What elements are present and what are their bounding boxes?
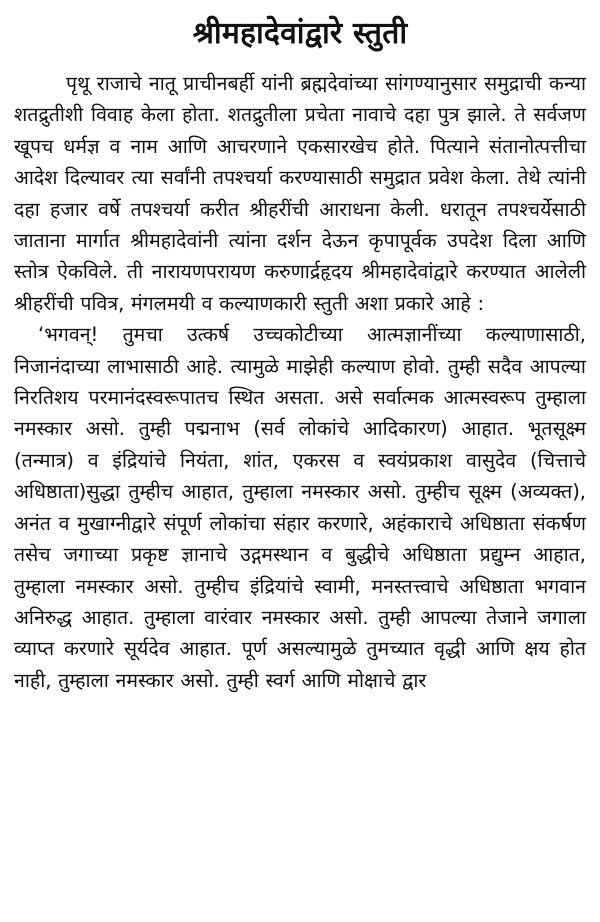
stuti-paragraph: ‘भगवन्! तुमचा उत्कर्ष उच्चकोटीच्या आत्मज्ञानींच्या कल्याणासाठी, निजानंदाच्या लाभासाठी आहे. त्यामुळे माझेही कल्याण होवो. तुम्ही सदैव आपल्या निरतिशय परमानंदस्वरूपातच स्थित असता. असे सर्वात्मक आत्मस्वरूप तुम्हाला नमस्कार असो. तुम्ही पद्मनाभ (सर्व लोकांचे आदिकारण) आहात. भूतसूक्ष्म (तन्मात्र) व इंद्रियांचे नियंता, शांत, एकरस व स्वयंप्रकाश वासुदेव (चित्ताचे अधिष्ठाता)सुद्धा तुम्हीच आहात, तुम्हाला नमस्कार असो. तुम्हीच सूक्ष्म (अव्यक्त), अनंत व मुखाग्नीद्वारे संपूर्ण लोकांचा संहार करणारे, अहंकाराचे अधिष्ठाता संकर्षण तसेच जगाच्या प्रकृष्ट ज्ञानाचे उद्गमस्थान व बुद्धीचे अधिष्ठाता प्रद्युम्न आहात, तुम्हाला नमस्कार असो. तुम्हीच इंद्रियांचे स्वामी, मनस्तत्त्वाचे अधिष्ठाता भगवान अनिरुद्ध आहात. तुम्हाला वारंवार नमस्कार असो. तुम्ही आपल्या तेजाने जगाला व्याप्त करणारे सूर्यदेव आहात. पूर्ण असल्यामुळे तुमच्यात वृद्धी आणि क्षय होत नाही, तुम्हाला नमस्कार असो. तुम्ही स्वर्ग आणि मोक्षाचे द्वार: [14, 323, 586, 692]
page-title: श्रीमहादेवांद्वारे स्तुती: [192, 16, 408, 51]
intro-paragraph: पृथू राजाचे नातू प्राचीनबर्ही यांनी ब्रह्मदेवांच्या सांगण्यानुसार समुद्राची कन्या शतद्रुतीशी विवाह केला होता. शतद्रुतीला प्रचेता नावाचे दहा पुत्र झाले. ते सर्वजण खूपच धर्मज्ञ व नाम आणि आचरणाने एकसारखेच होते. पित्याने संतानोत्पत्तीचा आदेश दिल्यावर त्या सर्वांनी तपश्चर्या करण्यासाठी समुद्रात प्रवेश केला. तेथे त्यांनी दहा हजार वर्षे तपश्चर्या करीत श्रीहरींची आराधना केली. धरातून तपश्चर्येसाठी जाताना मार्गात श्रीमहादेवांनी त्यांना दर्शन देऊन कृपापूर्वक उपदेश दिला आणि स्तोत्र ऐकविले. ती नारायणपरायण करुणार्द्रहृदय श्रीमहादेवांद्वारे करण्यात आलेली श्रीहरींची पवित्र, मंगलमयी व कल्याणकारी स्तुती अशा प्रकारे आहे :: [14, 72, 586, 315]
